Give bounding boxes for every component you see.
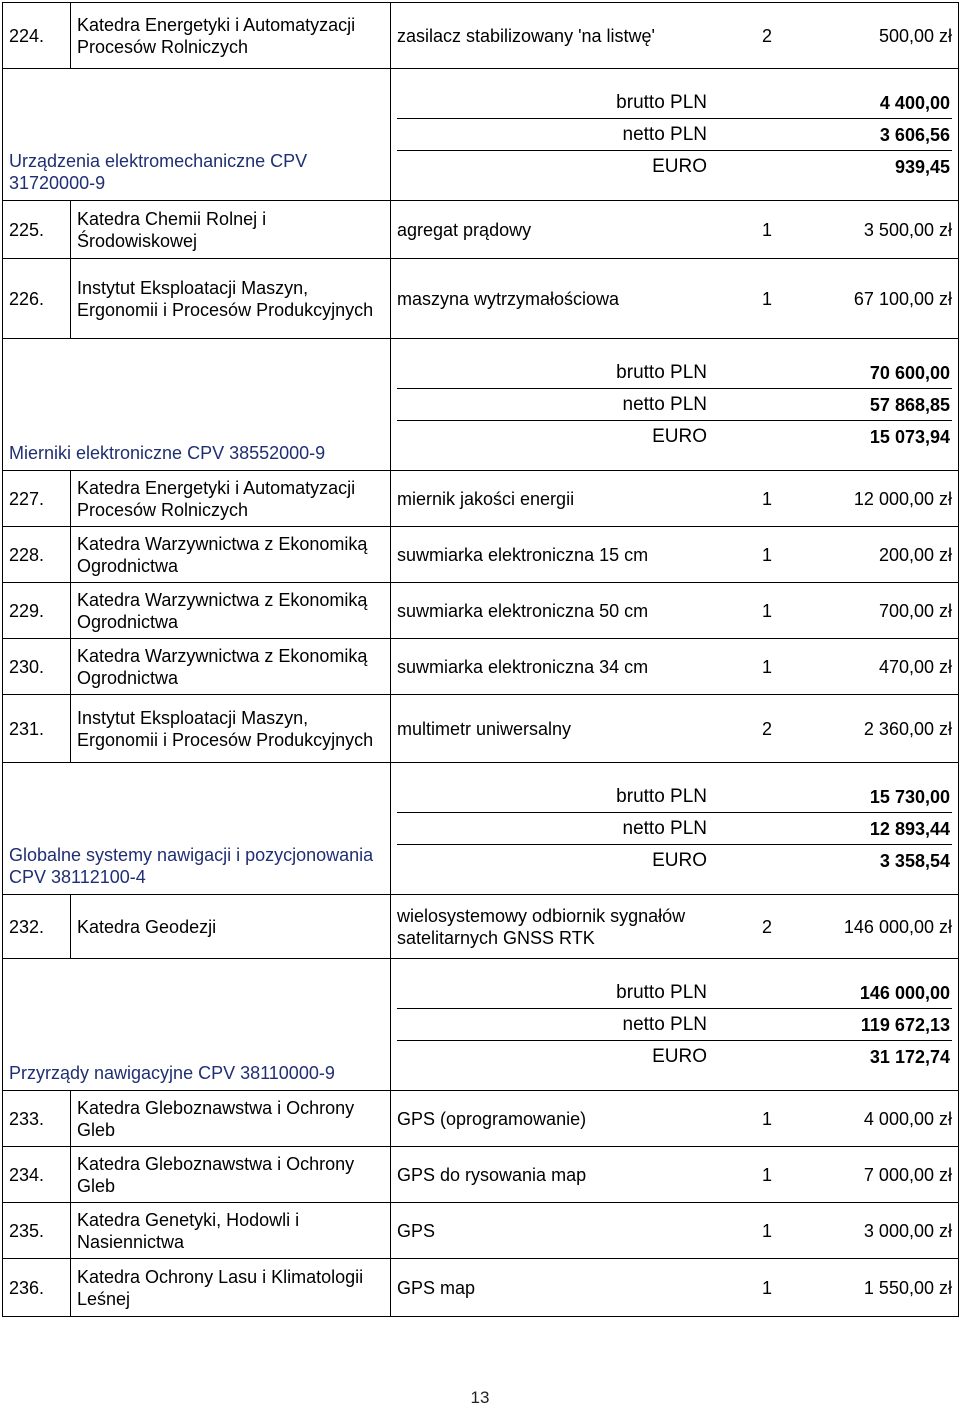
item-cell bbox=[391, 259, 959, 339]
table-row bbox=[3, 3, 959, 69]
category-cell bbox=[3, 959, 391, 1091]
euro-row bbox=[397, 845, 952, 876]
table-row bbox=[3, 1203, 959, 1259]
summary-cell bbox=[391, 339, 959, 471]
institution-cell: Katedra Warzywnictwa z Ekonomiką Ogrodnictwa bbox=[71, 527, 391, 583]
table-row bbox=[3, 259, 959, 339]
summary-cell bbox=[391, 69, 959, 201]
item-name: GPS map bbox=[397, 1277, 476, 1298]
category-title: Urządzenia elektromechaniczne CPV 31720000-9 bbox=[9, 151, 308, 193]
row-number: 234. bbox=[3, 1147, 71, 1203]
item-name: GPS (oprogramowanie) bbox=[397, 1108, 587, 1129]
item-price: 3 500,00 zł bbox=[863, 219, 952, 240]
item-cell bbox=[391, 3, 959, 69]
euro-row bbox=[397, 421, 952, 452]
item-name: maszyna wytrzymałościowa bbox=[397, 288, 620, 309]
table-row bbox=[3, 201, 959, 259]
item-quantity: 1 bbox=[762, 1108, 773, 1129]
item-price: 470,00 zł bbox=[878, 656, 952, 677]
brutto-value: 4 400,00 bbox=[879, 92, 950, 113]
page-number: 13 bbox=[470, 1388, 490, 1407]
summary-cell bbox=[391, 763, 959, 895]
item-cell bbox=[391, 1091, 959, 1147]
category-cell bbox=[3, 69, 391, 201]
brutto-value: 146 000,00 bbox=[859, 982, 950, 1003]
item-quantity: 1 bbox=[762, 1220, 773, 1241]
item-price: 67 100,00 zł bbox=[853, 288, 952, 309]
netto-label: netto PLN bbox=[622, 1013, 707, 1035]
item-cell bbox=[391, 527, 959, 583]
brutto-row bbox=[397, 87, 952, 119]
brutto-row bbox=[397, 357, 952, 389]
item-name: suwmiarka elektroniczna 34 cm bbox=[397, 656, 649, 677]
item-quantity: 1 bbox=[762, 288, 773, 309]
netto-row bbox=[397, 1009, 952, 1041]
euro-row bbox=[397, 1041, 952, 1072]
netto-row bbox=[397, 813, 952, 845]
item-cell bbox=[391, 895, 959, 959]
brutto-value: 15 730,00 bbox=[869, 786, 950, 807]
item-name: multimetr uniwersalny bbox=[397, 718, 572, 739]
table-row bbox=[3, 895, 959, 959]
euro-value: 31 172,74 bbox=[869, 1046, 950, 1067]
netto-value: 119 672,13 bbox=[860, 1014, 950, 1035]
netto-label: netto PLN bbox=[622, 817, 707, 839]
brutto-label: brutto PLN bbox=[616, 361, 707, 383]
item-quantity: 2 bbox=[762, 718, 773, 739]
netto-row bbox=[397, 119, 952, 151]
row-number: 225. bbox=[3, 201, 71, 259]
institution-cell: Katedra Energetyki i Automatyzacji Procesów Rolniczych bbox=[71, 3, 391, 69]
item-quantity: 1 bbox=[762, 1164, 773, 1185]
category-summary-row bbox=[3, 339, 959, 471]
row-number: 227. bbox=[3, 471, 71, 527]
table-row bbox=[3, 639, 959, 695]
brutto-row bbox=[397, 781, 952, 813]
item-price: 3 000,00 zł bbox=[863, 1220, 952, 1241]
item-cell bbox=[391, 1203, 959, 1259]
document-page bbox=[2, 2, 958, 1317]
category-title: Globalne systemy nawigacji i pozycjonowania CPV 38112100-4 bbox=[9, 845, 374, 887]
netto-value: 3 606,56 bbox=[879, 124, 950, 145]
netto-value: 57 868,85 bbox=[869, 394, 950, 415]
euro-value: 3 358,54 bbox=[879, 850, 950, 871]
euro-label: EURO bbox=[652, 849, 707, 871]
euro-label: EURO bbox=[652, 425, 707, 447]
category-summary-row bbox=[3, 763, 959, 895]
institution-cell: Katedra Warzywnictwa z Ekonomiką Ogrodnictwa bbox=[71, 583, 391, 639]
brutto-label: brutto PLN bbox=[616, 981, 707, 1003]
institution-cell: Katedra Geodezji bbox=[71, 895, 391, 959]
table-row bbox=[3, 583, 959, 639]
institution-cell: Katedra Gleboznawstwa i Ochrony Gleb bbox=[71, 1091, 391, 1147]
item-price: 4 000,00 zł bbox=[863, 1108, 952, 1129]
row-number: 224. bbox=[3, 3, 71, 69]
institution-cell: Katedra Warzywnictwa z Ekonomiką Ogrodnictwa bbox=[71, 639, 391, 695]
item-name: agregat prądowy bbox=[397, 219, 532, 240]
euro-value: 939,45 bbox=[894, 156, 950, 177]
item-name: GPS do rysowania map bbox=[397, 1164, 587, 1185]
category-cell bbox=[3, 763, 391, 895]
institution-cell: Katedra Genetyki, Hodowli i Nasiennictwa bbox=[71, 1203, 391, 1259]
institution-cell: Katedra Ochrony Lasu i Klimatologii Leśnej bbox=[71, 1259, 391, 1317]
item-price: 146 000,00 zł bbox=[843, 916, 952, 937]
item-cell bbox=[391, 201, 959, 259]
item-price: 2 360,00 zł bbox=[863, 718, 952, 739]
euro-label: EURO bbox=[652, 1045, 707, 1067]
table-row bbox=[3, 527, 959, 583]
category-summary-row bbox=[3, 959, 959, 1091]
item-cell bbox=[391, 583, 959, 639]
category-cell bbox=[3, 339, 391, 471]
category-title: Przyrządy nawigacyjne CPV 38110000-9 bbox=[9, 1063, 335, 1083]
brutto-row bbox=[397, 977, 952, 1009]
item-quantity: 1 bbox=[762, 488, 773, 509]
row-number: 236. bbox=[3, 1259, 71, 1317]
brutto-label: brutto PLN bbox=[616, 91, 707, 113]
row-number: 235. bbox=[3, 1203, 71, 1259]
table-row bbox=[3, 1091, 959, 1147]
euro-label: EURO bbox=[652, 155, 707, 177]
netto-label: netto PLN bbox=[622, 393, 707, 415]
item-quantity: 1 bbox=[762, 656, 773, 677]
item-price: 1 550,00 zł bbox=[863, 1277, 952, 1298]
item-name: miernik jakości energii bbox=[397, 488, 575, 509]
row-number: 232. bbox=[3, 895, 71, 959]
item-quantity: 1 bbox=[762, 1277, 773, 1298]
item-name: zasilacz stabilizowany 'na listwę' bbox=[397, 25, 655, 46]
category-summary-row bbox=[3, 69, 959, 201]
category-title: Mierniki elektroniczne CPV 38552000-9 bbox=[9, 443, 326, 463]
item-name: wielosystemowy odbiornik sygnałów satelitarnych GNSS RTK bbox=[397, 905, 686, 948]
row-number: 233. bbox=[3, 1091, 71, 1147]
euro-row bbox=[397, 151, 952, 182]
summary-cell bbox=[391, 959, 959, 1091]
procurement-table-body bbox=[3, 3, 959, 1317]
item-price: 700,00 zł bbox=[878, 600, 952, 621]
row-number: 230. bbox=[3, 639, 71, 695]
netto-row bbox=[397, 389, 952, 421]
item-quantity: 2 bbox=[762, 916, 773, 937]
item-name: GPS bbox=[397, 1220, 436, 1241]
item-quantity: 1 bbox=[762, 544, 773, 565]
procurement-table bbox=[2, 2, 959, 1317]
brutto-value: 70 600,00 bbox=[869, 362, 950, 383]
netto-label: netto PLN bbox=[622, 123, 707, 145]
row-number: 229. bbox=[3, 583, 71, 639]
item-quantity: 1 bbox=[762, 219, 773, 240]
euro-value: 15 073,94 bbox=[869, 426, 950, 447]
item-price: 7 000,00 zł bbox=[863, 1164, 952, 1185]
institution-cell: Katedra Energetyki i Automatyzacji Procesów Rolniczych bbox=[71, 471, 391, 527]
item-name: suwmiarka elektroniczna 50 cm bbox=[397, 600, 649, 621]
item-price: 500,00 zł bbox=[878, 25, 952, 46]
table-row bbox=[3, 1147, 959, 1203]
table-row bbox=[3, 471, 959, 527]
table-row bbox=[3, 695, 959, 763]
item-quantity: 1 bbox=[762, 600, 773, 621]
item-cell bbox=[391, 471, 959, 527]
item-cell bbox=[391, 1259, 959, 1317]
institution-cell: Katedra Gleboznawstwa i Ochrony Gleb bbox=[71, 1147, 391, 1203]
item-price: 200,00 zł bbox=[878, 544, 952, 565]
row-number: 226. bbox=[3, 259, 71, 339]
item-cell bbox=[391, 695, 959, 763]
item-quantity: 2 bbox=[762, 25, 773, 46]
brutto-label: brutto PLN bbox=[616, 785, 707, 807]
table-row bbox=[3, 1259, 959, 1317]
row-number: 231. bbox=[3, 695, 71, 763]
row-number: 228. bbox=[3, 527, 71, 583]
item-cell bbox=[391, 639, 959, 695]
institution-cell: Instytut Eksploatacji Maszyn, Ergonomii i Procesów Produkcyjnych bbox=[71, 695, 391, 763]
item-name: suwmiarka elektroniczna 15 cm bbox=[397, 544, 649, 565]
item-cell bbox=[391, 1147, 959, 1203]
institution-cell: Instytut Eksploatacji Maszyn, Ergonomii i Procesów Produkcyjnych bbox=[71, 259, 391, 339]
netto-value: 12 893,44 bbox=[869, 818, 950, 839]
item-price: 12 000,00 zł bbox=[853, 488, 952, 509]
institution-cell: Katedra Chemii Rolnej i Środowiskowej bbox=[71, 201, 391, 259]
